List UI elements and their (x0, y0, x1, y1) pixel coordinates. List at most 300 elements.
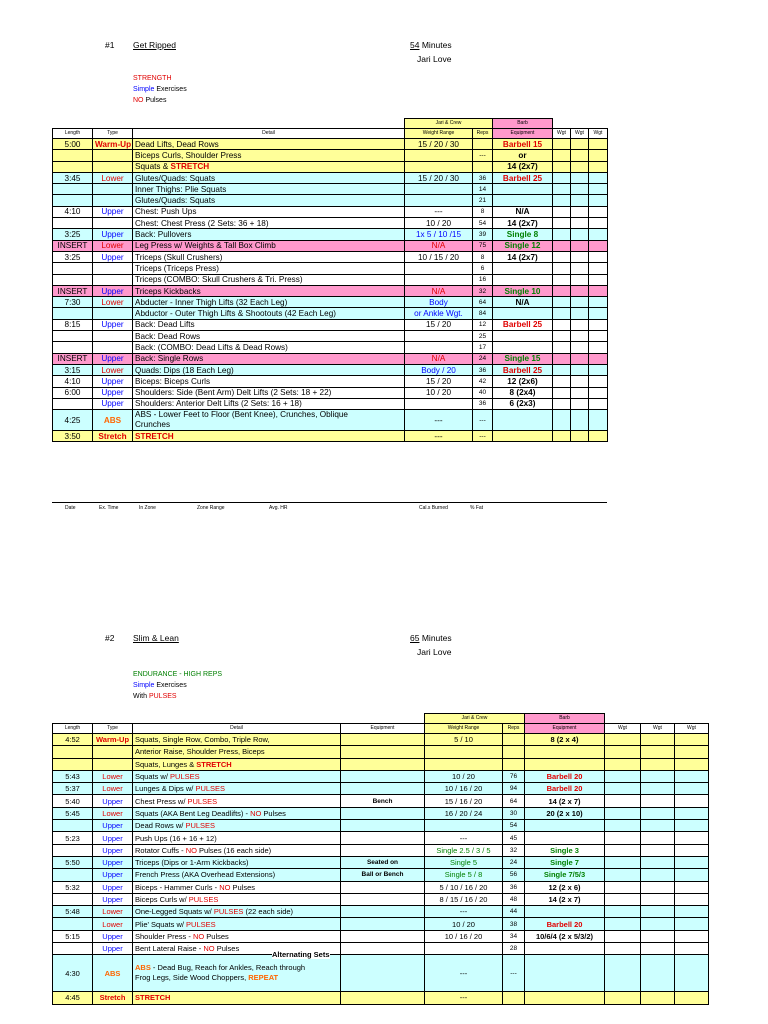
detail-cell (133, 297, 405, 308)
reps-cell (473, 139, 493, 150)
wgt-cell (553, 342, 571, 353)
detail-tail: Pulses (230, 882, 256, 892)
equipment-cell: 14 (2 x 7) (525, 795, 605, 807)
w2-alternating-sets: Alternating Sets (272, 950, 330, 959)
wgt-cell (589, 410, 608, 431)
weight-range-cell (405, 184, 473, 195)
type-cell: Upper (93, 398, 133, 409)
wgt-cell (641, 844, 675, 856)
detail-cell (133, 820, 341, 832)
weight-range-cell: 16 / 20 / 24 (425, 807, 503, 819)
w2-number: #2 (105, 633, 115, 643)
wgt-cell (553, 297, 571, 308)
wgt-cell (571, 218, 589, 229)
type-cell (93, 274, 133, 285)
reps-cell: 42 (473, 376, 493, 387)
wgt-cell (553, 431, 571, 442)
detail-tail: (22 each side) (243, 907, 294, 917)
weight-range-cell: 10 / 16 / 20 (425, 930, 503, 942)
detail-text: Back: Dead Rows (135, 331, 201, 341)
length-cell (53, 331, 93, 342)
detail-cell (133, 881, 341, 893)
type-cell (93, 758, 133, 770)
w2-tag-simple (133, 681, 187, 691)
wgt-cell (641, 930, 675, 942)
reps-cell: 48 (503, 893, 525, 905)
wgt-cell (605, 844, 641, 856)
weight-range-cell (405, 150, 473, 161)
length-cell (53, 218, 93, 229)
length-cell: 3:25 (53, 229, 93, 240)
table-row (53, 807, 709, 819)
length-cell: 5:43 (53, 770, 93, 782)
type-cell: Lower (93, 918, 133, 930)
wgt-cell (571, 229, 589, 240)
wgt-cell (571, 274, 589, 285)
detail-cell (133, 398, 405, 409)
wgt-cell (641, 783, 675, 795)
table-row (53, 992, 709, 1004)
detail-highlight: NO (219, 882, 231, 892)
reps-cell: 8 (473, 206, 493, 217)
table-row (53, 856, 709, 868)
reps-cell: 94 (503, 783, 525, 795)
w1-instructor: Jari Love (417, 54, 452, 64)
wgt-cell (675, 734, 709, 746)
detail-text: Push Ups (16 + 16 + 12) (135, 833, 217, 843)
w2-head-equipment-left: Equipment (341, 724, 425, 734)
reps-cell: 64 (473, 297, 493, 308)
equipment-note-cell (341, 930, 425, 942)
wgt-cell (571, 285, 589, 296)
detail-abs: ABS (135, 963, 151, 973)
weight-range-cell: --- (425, 992, 503, 1004)
detail-cell (133, 206, 405, 217)
type-cell: Upper (93, 206, 133, 217)
table-row (53, 161, 608, 172)
equipment-cell (493, 342, 553, 353)
wgt-cell (571, 376, 589, 387)
detail-tail: Pulses (261, 808, 286, 818)
weight-range-cell: N/A (405, 240, 473, 251)
length-cell (53, 274, 93, 285)
wgt-cell (675, 918, 709, 930)
table-row (53, 795, 709, 807)
weight-range-cell: 8 / 15 / 16 / 20 (425, 893, 503, 905)
detail-text: Squats, Lunges & (135, 759, 197, 769)
table-row (53, 770, 709, 782)
equipment-note-cell (341, 783, 425, 795)
reps-cell: 32 (503, 844, 525, 856)
detail-cell (133, 918, 341, 930)
wgt-cell (605, 807, 641, 819)
reps-cell: 76 (503, 770, 525, 782)
table-row (53, 893, 709, 905)
detail-cell (133, 274, 405, 285)
weight-range-cell: 10 / 16 / 20 (425, 783, 503, 795)
type-cell: Upper (93, 285, 133, 296)
w1-head-length: Length (53, 129, 93, 139)
detail-cell (133, 410, 405, 431)
equipment-cell: Single 10 (493, 285, 553, 296)
w1-footer-zonerange: Zone Range (197, 505, 225, 511)
wgt-cell (641, 893, 675, 905)
wgt-cell (675, 881, 709, 893)
detail-highlight: PULSES (185, 821, 216, 831)
table-row (53, 844, 709, 856)
detail-cell (133, 758, 341, 770)
weight-range-cell (425, 943, 503, 955)
detail-cell (133, 319, 405, 330)
w2-head-reps: Reps (503, 724, 525, 734)
weight-range-cell: --- (425, 832, 503, 844)
length-cell: 5:23 (53, 832, 93, 844)
equipment-cell: N/A (493, 297, 553, 308)
type-cell: Upper (93, 795, 133, 807)
detail-text: Plie' Squats w/ (135, 919, 187, 929)
type-cell (93, 184, 133, 195)
wgt-cell (589, 150, 608, 161)
weight-range-cell (425, 746, 503, 758)
reps-cell: 8 (473, 251, 493, 262)
reps-cell: 24 (503, 856, 525, 868)
reps-cell: --- (503, 955, 525, 992)
reps-cell: 56 (503, 869, 525, 881)
equipment-note-cell (341, 992, 425, 1004)
reps-cell: 64 (503, 795, 525, 807)
equipment-cell (525, 955, 605, 992)
reps-cell: 36 (473, 172, 493, 183)
weight-range-cell (405, 342, 473, 353)
type-cell: Upper (93, 387, 133, 398)
detail-highlight: NO (185, 845, 197, 855)
wgt-cell (553, 184, 571, 195)
detail-cell (133, 869, 341, 881)
length-cell: INSERT (53, 353, 93, 364)
reps-cell: 32 (473, 285, 493, 296)
detail-highlight: NO (203, 944, 215, 954)
wgt-cell (605, 930, 641, 942)
wgt-cell (571, 431, 589, 442)
length-cell: INSERT (53, 285, 93, 296)
reps-cell: 84 (473, 308, 493, 319)
detail-cell (133, 195, 405, 206)
detail-text: STRETCH (135, 431, 174, 441)
detail-cell (133, 387, 405, 398)
wgt-cell (675, 906, 709, 918)
equipment-cell: Barbell 20 (525, 783, 605, 795)
wgt-cell (675, 869, 709, 881)
wgt-cell (553, 410, 571, 431)
w1-minutes-label: Minutes (421, 40, 452, 50)
detail-cell (133, 832, 341, 844)
weight-range-cell: Body / 20 (405, 364, 473, 375)
table-row (53, 184, 608, 195)
type-cell: Upper (93, 376, 133, 387)
length-cell (53, 342, 93, 353)
wgt-cell (571, 195, 589, 206)
wgt-cell (605, 906, 641, 918)
w2-tag-pulses-rest: PULSES (148, 693, 177, 700)
wgt-cell (641, 943, 675, 955)
reps-cell: 21 (473, 195, 493, 206)
length-cell: 5:48 (53, 906, 93, 918)
wgt-cell (589, 218, 608, 229)
w1-head-wgt-1: Wgt (553, 129, 571, 139)
detail-cell (133, 263, 405, 274)
table-row (53, 746, 709, 758)
weight-range-cell: 5 / 10 / 16 / 20 (425, 881, 503, 893)
wgt-cell (589, 364, 608, 375)
detail-cell (133, 992, 341, 1004)
table-row (53, 319, 608, 330)
type-cell: Lower (93, 770, 133, 782)
detail-text: Biceps: Biceps Curls (135, 376, 211, 386)
equipment-cell: Barbell 25 (493, 172, 553, 183)
detail-cell (133, 364, 405, 375)
table-row (53, 820, 709, 832)
equipment-cell: Barbell 20 (525, 770, 605, 782)
equipment-cell: Barbell 25 (493, 364, 553, 375)
w1-tag-pulses (133, 96, 166, 106)
wgt-cell (589, 263, 608, 274)
detail-highlight: STRETCH (170, 162, 210, 172)
type-cell: Upper (93, 251, 133, 262)
detail-cell (133, 240, 405, 251)
wgt-cell (675, 783, 709, 795)
equipment-note-cell (341, 955, 425, 992)
wgt-cell (605, 856, 641, 868)
weight-range-cell (405, 263, 473, 274)
equipment-cell: Single 12 (493, 240, 553, 251)
equipment-cell (493, 308, 553, 319)
length-cell (53, 943, 93, 955)
length-cell: 5:00 (53, 139, 93, 150)
wgt-cell (641, 955, 675, 992)
detail-text: Squats, Single Row, Combo, Triple Row, (135, 735, 270, 745)
detail-cell (133, 893, 341, 905)
detail-text: Quads: Dips (18 Each Leg) (135, 365, 234, 375)
wgt-cell (571, 139, 589, 150)
w1-head-barb: Barb (493, 119, 553, 129)
detail-cell (133, 783, 341, 795)
equipment-cell (493, 263, 553, 274)
equipment-cell (525, 943, 605, 955)
wgt-cell (589, 251, 608, 262)
reps-cell: 54 (503, 820, 525, 832)
reps-cell: 28 (503, 943, 525, 955)
wgt-cell (553, 218, 571, 229)
equipment-note-cell (341, 734, 425, 746)
equipment-note-cell: Ball or Bench (341, 869, 425, 881)
wgt-cell (605, 893, 641, 905)
type-cell: Upper (93, 856, 133, 868)
weight-range-cell: N/A (405, 285, 473, 296)
detail-text: Triceps (Dips or 1-Arm Kickbacks) (135, 858, 249, 868)
length-cell (53, 263, 93, 274)
weight-range-cell (405, 331, 473, 342)
wgt-cell (675, 943, 709, 955)
w1-footer-cals: Cal.s Burned (419, 505, 448, 511)
length-cell: 4:10 (53, 376, 93, 387)
weight-range-cell: --- (425, 955, 503, 992)
w1-head-jari: Jari & Crew (405, 119, 493, 129)
type-cell: Upper (93, 844, 133, 856)
equipment-cell: 10/6/4 (2 x 5/3/2) (525, 930, 605, 942)
table-row (53, 139, 608, 150)
equipment-cell: or (493, 150, 553, 161)
wgt-cell (589, 195, 608, 206)
weight-range-cell: Single 5 / 8 (425, 869, 503, 881)
w1-tag-strength: STRENGTH (133, 75, 172, 82)
detail-text: Back: Dead Lifts (135, 320, 195, 330)
table-row (53, 943, 709, 955)
table-row (53, 263, 608, 274)
detail-cell (133, 955, 341, 992)
detail-text: Squats (AKA Bent Leg Deadlifts) - (135, 808, 251, 818)
type-cell (93, 746, 133, 758)
equipment-note-cell (341, 758, 425, 770)
detail-cell (133, 184, 405, 195)
equipment-note-cell (341, 844, 425, 856)
reps-cell: 54 (473, 218, 493, 229)
table-row (53, 734, 709, 746)
wgt-cell (553, 150, 571, 161)
reps-cell: --- (473, 431, 493, 442)
wgt-cell (553, 172, 571, 183)
reps-cell: 45 (503, 832, 525, 844)
detail-highlight: PULSES (187, 796, 218, 806)
detail-text: Dead Rows w/ (135, 821, 186, 831)
w1-head-detail: Detail (133, 129, 405, 139)
detail-cell (133, 376, 405, 387)
equipment-cell (525, 820, 605, 832)
length-cell: 5:37 (53, 783, 93, 795)
equipment-cell (493, 331, 553, 342)
w1-minutes: 54 (410, 40, 420, 50)
table-row (53, 240, 608, 251)
table-row (53, 410, 608, 431)
length-cell: 3:25 (53, 251, 93, 262)
reps-cell: 38 (503, 918, 525, 930)
table-row (53, 251, 608, 262)
weight-range-cell: --- (405, 410, 473, 431)
table-row (53, 431, 608, 442)
wgt-cell (589, 206, 608, 217)
wgt-cell (675, 795, 709, 807)
detail-cell (133, 930, 341, 942)
wgt-cell (605, 955, 641, 992)
weight-range-cell: --- (405, 431, 473, 442)
equipment-note-cell (341, 943, 425, 955)
detail-text: Triceps (COMBO: Skull Crushers & Tri. Press) (135, 275, 303, 285)
wgt-cell (553, 376, 571, 387)
type-cell: Lower (93, 297, 133, 308)
w2-minutes: 65 (410, 633, 420, 643)
type-cell (93, 150, 133, 161)
type-cell (93, 342, 133, 353)
reps-cell: 16 (473, 274, 493, 285)
wgt-cell (571, 172, 589, 183)
reps-cell: 6 (473, 263, 493, 274)
table-row (53, 274, 608, 285)
equipment-cell: 14 (2x7) (493, 161, 553, 172)
wgt-cell (553, 240, 571, 251)
detail-cell (133, 795, 341, 807)
reps-cell: 36 (473, 364, 493, 375)
w1-footer-inzone: In Zone (139, 505, 156, 511)
w2-table (52, 713, 709, 1005)
length-cell (53, 844, 93, 856)
wgt-cell (553, 387, 571, 398)
weight-range-cell: 1x 5 / 10 /15 (405, 229, 473, 240)
equipment-cell (525, 992, 605, 1004)
w2-tag-simple-rest: Exercises (154, 682, 187, 689)
detail-cell (133, 906, 341, 918)
wgt-cell (589, 285, 608, 296)
type-cell: Upper (93, 869, 133, 881)
equipment-note-cell (341, 918, 425, 930)
type-cell: Upper (93, 832, 133, 844)
detail-tail: Pulses (204, 931, 229, 941)
detail-cell (133, 856, 341, 868)
wgt-cell (589, 308, 608, 319)
wgt-cell (605, 881, 641, 893)
table-row (53, 331, 608, 342)
equipment-cell (493, 195, 553, 206)
equipment-cell: 8 (2 x 4) (525, 734, 605, 746)
weight-range-cell: 10 / 20 (425, 770, 503, 782)
wgt-cell (571, 319, 589, 330)
wgt-cell (553, 353, 571, 364)
type-cell: Lower (93, 906, 133, 918)
w1-footer-avghr: Avg. HR (269, 505, 288, 511)
equipment-note-cell (341, 770, 425, 782)
table-row (53, 930, 709, 942)
equipment-cell (493, 410, 553, 431)
length-cell: 5:40 (53, 795, 93, 807)
reps-cell (503, 992, 525, 1004)
wgt-cell (675, 820, 709, 832)
wgt-cell (553, 161, 571, 172)
equipment-cell: Single 7 (525, 856, 605, 868)
length-cell: 4:52 (53, 734, 93, 746)
detail-text: Glutes/Quads: Squats (135, 196, 216, 206)
equipment-cell (493, 274, 553, 285)
reps-cell: 44 (503, 906, 525, 918)
detail-text: Squats w/ (135, 772, 171, 782)
reps-cell: --- (473, 410, 493, 431)
w2-head-length: Length (53, 724, 93, 734)
w2-head-weight-range: Weight Range (425, 724, 503, 734)
type-cell: Warm-Up (93, 734, 133, 746)
type-cell: Lower (93, 172, 133, 183)
wgt-cell (571, 364, 589, 375)
type-cell: Lower (93, 783, 133, 795)
detail-highlight: NO (250, 808, 262, 818)
table-row (53, 398, 608, 409)
length-cell (53, 308, 93, 319)
reps-cell: --- (473, 150, 493, 161)
length-cell: 3:50 (53, 431, 93, 442)
detail-cell (133, 161, 405, 172)
table-row (53, 832, 709, 844)
table-row (53, 758, 709, 770)
detail-highlight: PULSES (195, 784, 226, 794)
detail-repeat: REPEAT (248, 973, 279, 983)
detail-cell (133, 218, 405, 229)
reps-cell: 17 (473, 342, 493, 353)
